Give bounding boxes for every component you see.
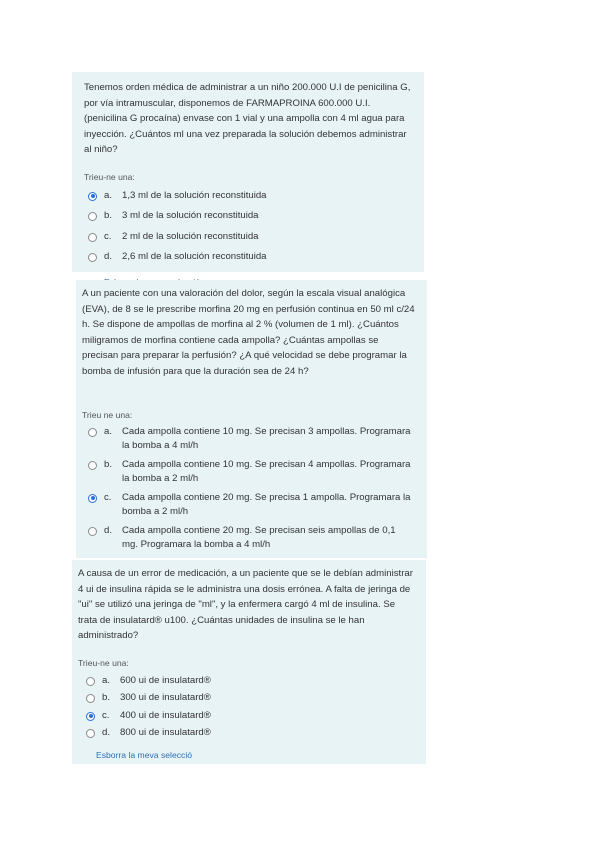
radio-button[interactable] xyxy=(88,461,97,470)
answer-text: 800 ui de insulatard® xyxy=(120,727,211,739)
choose-one-label: Trieu-ne una: xyxy=(78,657,129,668)
answer-letter: c. xyxy=(102,709,110,721)
radio-button[interactable] xyxy=(88,253,97,262)
answer-option-d[interactable] xyxy=(84,250,414,265)
answer-option-b[interactable] xyxy=(78,691,416,706)
radio-button-selected[interactable] xyxy=(86,712,95,721)
answer-letter: b. xyxy=(104,210,113,222)
answer-list xyxy=(82,425,417,553)
answer-text: Cada ampolla contiene 10 mg. Se precisan 3 ampollas. Programara la bomba a 4 ml/h xyxy=(122,425,411,452)
radio-button-selected[interactable] xyxy=(88,192,97,201)
answer-letter: d. xyxy=(104,524,113,536)
answer-letter: b. xyxy=(102,692,111,704)
answer-option-d[interactable] xyxy=(82,524,417,553)
answer-text: 3 ml de la solución reconstituida xyxy=(122,210,259,222)
question-2 xyxy=(76,280,427,558)
choose-one-label: Trieu-ne una: xyxy=(84,171,135,182)
radio-button[interactable] xyxy=(88,212,97,221)
answer-letter: d. xyxy=(104,251,113,263)
answer-text: 600 ui de insulatard® xyxy=(120,674,211,686)
answer-letter: d. xyxy=(102,727,111,739)
answer-option-c[interactable] xyxy=(82,491,417,520)
answer-text: 2 ml de la solución reconstituida xyxy=(122,230,259,242)
radio-button[interactable] xyxy=(88,428,97,437)
question-text: A causa de un error de medicación, a un paciente que se le debían administrar 4 ui de insulina rápida se le administra una dosis errónea. A falta de jeringa de "ui" se utilizó una jeringa de "ml", y la enfermera cargó 4 ml de insulina. Se trata de insulatard® u100. ¿Cuántas unidades de insulina se le han administrado? xyxy=(78,568,413,642)
answer-letter: a. xyxy=(104,189,113,201)
answer-option-a[interactable] xyxy=(82,425,417,454)
answer-text: Cada ampolla contiene 20 mg. Se precisa 1 ampolla. Programara la bomba a 2 ml/h xyxy=(122,491,411,518)
answer-letter: a. xyxy=(102,674,111,686)
answer-text: 300 ui de insulatard® xyxy=(120,692,211,704)
answer-text: 400 ui de insulatard® xyxy=(120,709,211,721)
choose-one-label: Trieu ne una: xyxy=(82,409,133,420)
answer-text: Cada ampolla contiene 20 mg. Se precisan seis ampollas de 0,1 mg. Programara la bomba a 4 ml/h xyxy=(122,524,396,551)
radio-button[interactable] xyxy=(88,527,97,536)
answer-option-c[interactable] xyxy=(78,709,416,724)
answer-letter: a. xyxy=(104,425,113,437)
question-1 xyxy=(72,72,424,272)
answer-option-d[interactable] xyxy=(78,726,416,741)
clear-selection-link[interactable]: Esborra la meva selecció xyxy=(96,749,193,760)
radio-button-selected[interactable] xyxy=(88,494,97,503)
question-3 xyxy=(72,560,426,764)
radio-button[interactable] xyxy=(86,694,95,703)
answer-list xyxy=(78,674,416,741)
answer-option-a[interactable] xyxy=(78,674,416,689)
answer-text: Cada ampolla contiene 10 mg. Se precisan 4 ampollas. Programara la bomba a 2 ml/h xyxy=(122,458,411,485)
answer-option-a[interactable] xyxy=(84,189,414,204)
answer-text: 2,6 ml de la solución reconstituida xyxy=(122,251,267,263)
radio-button[interactable] xyxy=(86,677,95,686)
answer-text: 1,3 ml de la solución reconstituida xyxy=(122,189,267,201)
answer-letter: c. xyxy=(104,491,112,503)
radio-button[interactable] xyxy=(86,729,95,738)
answer-list xyxy=(84,189,414,265)
answer-letter: b. xyxy=(104,458,113,470)
radio-button[interactable] xyxy=(88,233,97,242)
question-text: A un paciente con una valoración del dolor, según la escala visual analógica (EVA), de 8 se le prescribe morfina 20 mg en perfusión continua en 50 ml c/24 h. Se dispone de ampollas de morfina al 2 % (volumen de 1 ml). ¿Cuántos miligramos de morfina contiene cada ampolla? ¿Cuántas ampollas se precisan para preparar la perfusión? ¿A qué velocidad se debe programar la bomba de infusión para que la duración sea de 24 h? xyxy=(82,288,415,377)
answer-option-b[interactable] xyxy=(82,458,417,487)
answer-option-b[interactable] xyxy=(84,209,414,224)
question-text: Tenemos orden médica de administrar a un niño 200.000 U.I de penicilina G, por vía intramuscular, disponemos de FARMAPROINA 600.000 U.I. (penicilina G procaína) envase con 1 vial y una ampolla con 4 ml agua para inyección. ¿Cuántos ml una vez preparada la solución debemos administrar al niño? xyxy=(84,82,411,156)
answer-option-c[interactable] xyxy=(84,230,414,245)
answer-letter: c. xyxy=(104,230,112,242)
